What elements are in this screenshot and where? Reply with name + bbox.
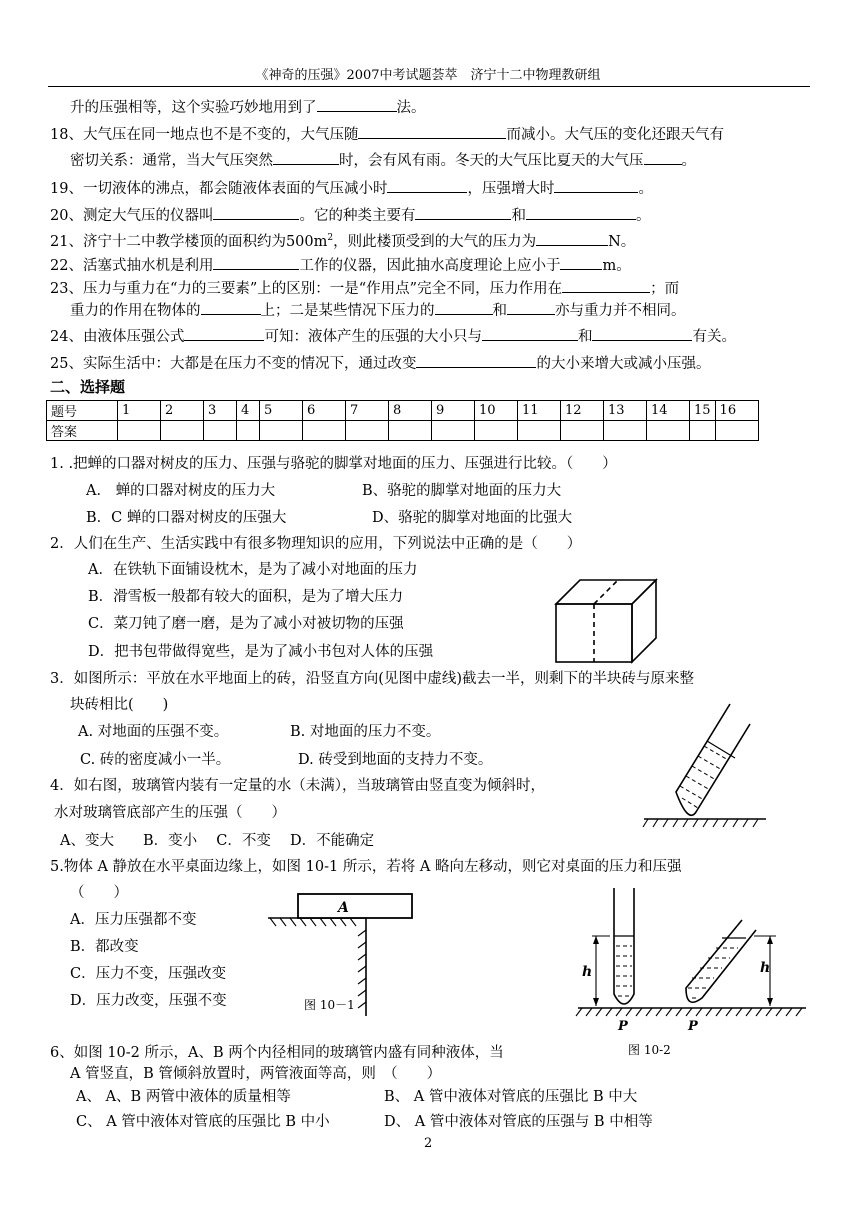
blank[interactable] bbox=[562, 278, 650, 293]
header-rule bbox=[48, 86, 810, 87]
blank[interactable] bbox=[201, 300, 261, 315]
table-cell: 4 bbox=[237, 401, 260, 421]
answer-cell[interactable] bbox=[237, 421, 260, 441]
blank[interactable] bbox=[554, 178, 638, 193]
line-continuation: 升的压强相等，这个实验巧妙地用到了 法。 bbox=[70, 96, 426, 117]
table-cell: 15 bbox=[690, 401, 716, 421]
blank[interactable] bbox=[560, 255, 602, 270]
section-title-multiple-choice: 二、选择题 bbox=[50, 378, 126, 396]
blank[interactable] bbox=[644, 150, 682, 165]
question-20: 20、测定大气压的仪器叫 。它的种类主要有 和 。 bbox=[50, 204, 650, 225]
mc-question-6: 6、如图 10-2 所示，A、B 两个内径相同的玻璃管内盛有同种液体，当 bbox=[50, 1045, 504, 1061]
figure-10-2-caption: 图 10-2 bbox=[628, 1043, 671, 1057]
answer-cell[interactable] bbox=[432, 421, 475, 441]
mc-question-3: 3．如图所示：平放在水平地面上的砖，沿竖直方向(见图中虚线)截去一半，则剩下的半块砖与原来整 bbox=[50, 671, 695, 687]
table-cell: 2 bbox=[161, 401, 204, 421]
answer-table bbox=[46, 400, 759, 441]
figure-10-1-caption: 图 10－1 bbox=[304, 998, 355, 1012]
question-18-cont: 密切关系：通常，当大气压突然 时，会有风有雨。冬天的大气压比夏天的大气压 。 bbox=[70, 149, 696, 170]
page-header: 《神奇的压强》2007中考试题荟萃 济宁十二中物理教研组 bbox=[255, 68, 601, 83]
answer-cell[interactable] bbox=[690, 421, 716, 441]
question-21: 21、济宁十二中教学楼顶的面积约为$500m^2$，则此楼顶受到的大气的压力为 N。 bbox=[50, 230, 635, 251]
option-3b: B. 对地面的压力不变。 bbox=[290, 724, 441, 740]
table-cell: 11 bbox=[518, 401, 561, 421]
option-3d: D. 砖受到地面的支持力不变。 bbox=[298, 752, 493, 768]
table-cell: 12 bbox=[561, 401, 604, 421]
option-1a: A． 蝉的口器对树皮的压力大 bbox=[86, 483, 276, 499]
mc-question-2: 2．人们在生产、生活实践中有很多物理知识的应用，下列说法中正确的是（ ） bbox=[50, 536, 582, 552]
answer-cell[interactable] bbox=[389, 421, 432, 441]
option-6d: D、 A 管中液体对管底的压强与 B 中相等 bbox=[384, 1114, 653, 1130]
table-cell: 3 bbox=[204, 401, 237, 421]
blank[interactable] bbox=[526, 205, 636, 220]
answer-cell[interactable] bbox=[561, 421, 604, 441]
point-p-label-b: P bbox=[688, 1019, 698, 1034]
option-5c: C．压力不变，压强改变 bbox=[70, 966, 227, 982]
mc-question-4-cont: 水对玻璃管底部产生的压强（ ） bbox=[54, 805, 286, 821]
height-label-b: h bbox=[760, 960, 771, 976]
table-cell: 1 bbox=[118, 401, 161, 421]
table-cell: 5 bbox=[260, 401, 303, 421]
answer-cell[interactable] bbox=[715, 421, 758, 441]
option-2c: C．菜刀钝了磨一磨，是为了减小对被切物的压强 bbox=[88, 616, 404, 632]
table-row-numbers bbox=[47, 401, 759, 421]
option-3a: A. 对地面的压强不变。 bbox=[78, 724, 229, 740]
answer-cell[interactable] bbox=[475, 421, 518, 441]
answer-cell[interactable] bbox=[260, 421, 303, 441]
table-cell: 7 bbox=[346, 401, 389, 421]
block-a-label: A bbox=[338, 900, 349, 916]
question-23: 23、压力与重力在“力的三要素”上的区别：一是“作用点”完全不同，压力作用在 ；而 bbox=[50, 277, 679, 298]
table-cell: 6 bbox=[303, 401, 346, 421]
table-cell: 8 bbox=[389, 401, 432, 421]
tilted-tube-figure bbox=[640, 700, 770, 830]
option-3c: C. 砖的密度减小一半。 bbox=[80, 752, 231, 768]
table-row-answers bbox=[47, 421, 759, 441]
brick-figure bbox=[550, 574, 660, 666]
figure-10-2 bbox=[570, 886, 810, 1034]
option-2d: D．把书包带做得宽些，是为了减小书包对人体的压强 bbox=[88, 644, 434, 660]
answer-cell[interactable] bbox=[518, 421, 561, 441]
question-25: 25、实际生活中：大都是在压力不变的情况下，通过改变 的大小来增大或减小压强。 bbox=[50, 352, 710, 373]
mc-question-3-cont: 块砖相比( ) bbox=[70, 697, 169, 713]
blank[interactable] bbox=[317, 97, 397, 112]
options-4: A、变大 B．变小 C．不变 D．不能确定 bbox=[60, 833, 375, 849]
question-18: 18、大气压在同一地点也不是不变的，大气压随 而减小。大气压的变化还跟天气有 bbox=[50, 123, 724, 144]
table-cell: 13 bbox=[604, 401, 647, 421]
option-5d: D．压力改变，压强不变 bbox=[70, 993, 227, 1009]
blank[interactable] bbox=[213, 205, 299, 220]
table-cell: 9 bbox=[432, 401, 475, 421]
page-number: 2 bbox=[424, 1136, 433, 1151]
blank[interactable] bbox=[507, 300, 555, 315]
blank[interactable] bbox=[416, 353, 536, 368]
option-6b: B、 A 管中液体对管底的压强比 B 中大 bbox=[384, 1089, 638, 1105]
table-cell: 10 bbox=[475, 401, 518, 421]
answer-cell[interactable] bbox=[303, 421, 346, 441]
table-cell: 14 bbox=[647, 401, 690, 421]
blank[interactable] bbox=[387, 178, 467, 193]
answer-cell[interactable] bbox=[204, 421, 237, 441]
mc-question-4: 4．如右图，玻璃管内装有一定量的水（未满），当玻璃管由竖直变为倾斜时， bbox=[50, 778, 545, 794]
question-19: 19、一切液体的沸点，都会随液体表面的气压减小时 ，压强增大时 。 bbox=[50, 177, 653, 198]
option-6a: A、 A、B 两管中液体的质量相等 bbox=[76, 1089, 291, 1105]
option-1b: B、骆驼的脚掌对地面的压力大 bbox=[362, 483, 562, 499]
option-6c: C、 A 管中液体对管底的压强比 B 中小 bbox=[76, 1114, 330, 1130]
option-2a: A．在铁轨下面铺设枕木，是为了减小对地面的压力 bbox=[88, 562, 418, 578]
question-24: 24、由液体压强公式 可知：液体产生的压强的大小只与 和 有关。 bbox=[50, 325, 736, 346]
option-5a: A．压力压强都不变 bbox=[70, 912, 197, 928]
option-1d: D、骆驼的脚掌对地面的比强大 bbox=[372, 510, 573, 526]
answer-cell[interactable] bbox=[647, 421, 690, 441]
blank[interactable] bbox=[358, 124, 506, 139]
option-5b: B．都改变 bbox=[70, 939, 139, 955]
blank[interactable] bbox=[415, 205, 511, 220]
point-p-label-a: P bbox=[618, 1019, 628, 1034]
blank[interactable] bbox=[592, 326, 692, 341]
blank[interactable] bbox=[184, 326, 264, 341]
mc-question-5: 5.物体 A 静放在水平桌面边缘上，如图 10-1 所示，若将 A 略向左移动，则它对桌面的压力和压强 bbox=[50, 859, 682, 875]
table-header-cell: 答案 bbox=[47, 421, 118, 441]
answer-cell[interactable] bbox=[161, 421, 204, 441]
table-cell: 16 bbox=[715, 401, 758, 421]
blank[interactable] bbox=[435, 300, 493, 315]
blank[interactable] bbox=[482, 326, 578, 341]
table-header-cell: 题号 bbox=[47, 401, 118, 421]
answer-cell[interactable] bbox=[346, 421, 389, 441]
answer-cell[interactable] bbox=[604, 421, 647, 441]
mc-question-5-cont: （ ） bbox=[70, 885, 128, 901]
answer-cell[interactable] bbox=[118, 421, 161, 441]
height-label-a: h bbox=[582, 964, 593, 980]
option-1c: B．C 蝉的口器对树皮的压强大 bbox=[86, 510, 287, 526]
blank[interactable] bbox=[536, 231, 608, 246]
question-23-cont: 重力的作用在物体的 上；二是某些情况下压力的 和 亦与重力并不相同。 bbox=[70, 299, 686, 320]
mc-question-1: 1. .把蝉的口器对树皮的压力、压强与骆驼的脚掌对地面的压力、压强进行比较。（ ） bbox=[50, 456, 617, 472]
blank[interactable] bbox=[213, 255, 299, 270]
question-22: 22、活塞式抽水机是利用 工作的仪器，因此抽水高度理论上应小于 m。 bbox=[50, 254, 631, 275]
blank[interactable] bbox=[273, 150, 339, 165]
option-2b: B．滑雪板一般都有较大的面积，是为了增大压力 bbox=[88, 589, 404, 605]
mc-question-6-cont: A 管竖直，B 管倾斜放置时，两管液面等高，则 （ ） bbox=[70, 1066, 442, 1082]
